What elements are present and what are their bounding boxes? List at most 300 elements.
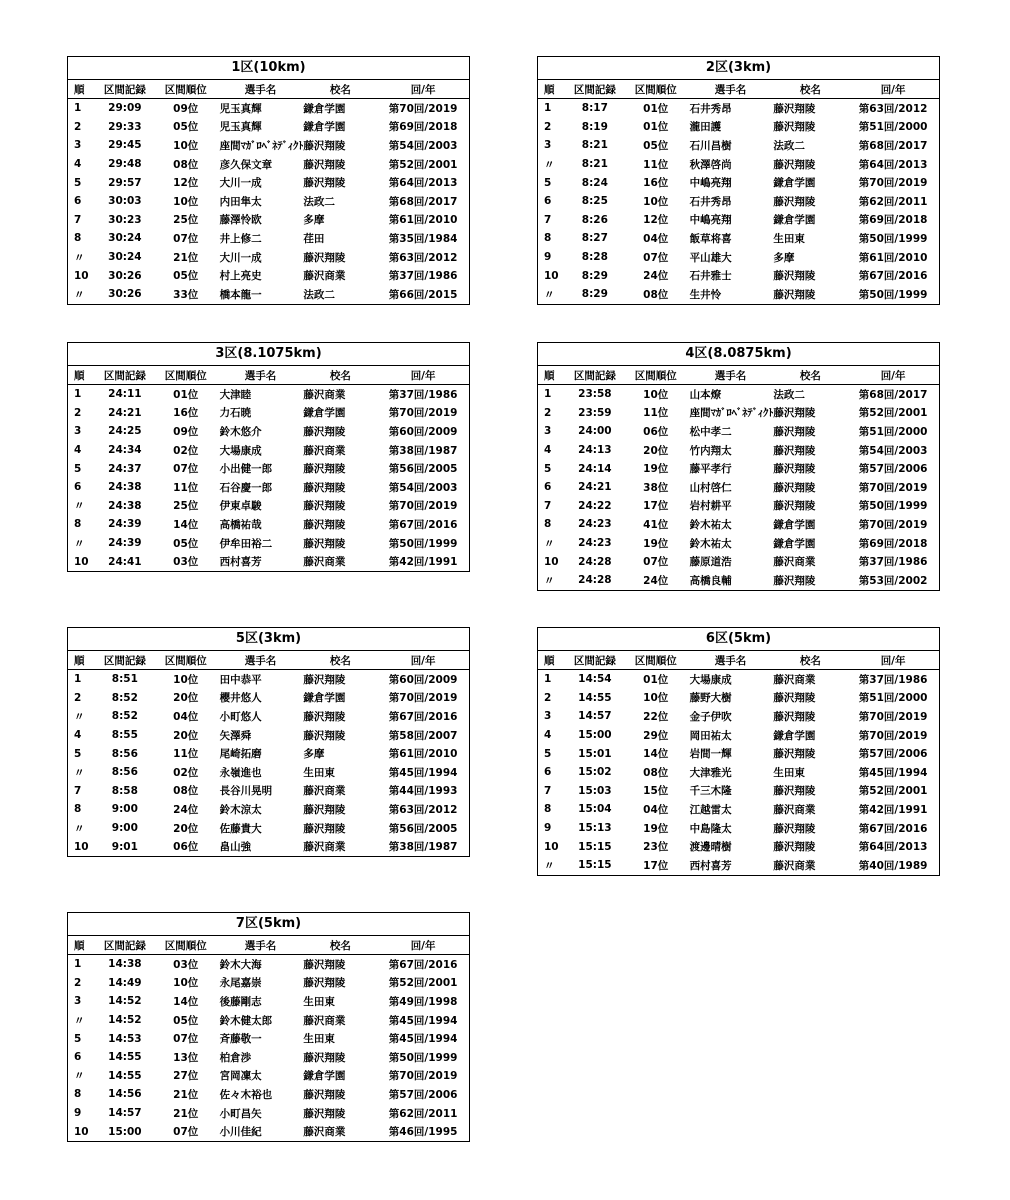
header-edition-year: 回/年 (410, 939, 436, 952)
cell-edition-year: 第46回/1995 (388, 1126, 458, 1139)
cell-school: 藤沢翔陵 (303, 1088, 346, 1101)
cell-rank: 2 (74, 406, 82, 419)
cell-rank: 8 (544, 803, 552, 816)
cell-runner: 金子伊吹 (689, 710, 732, 723)
cell-position: 05位 (643, 139, 669, 152)
cell-school: 藤沢商業 (303, 270, 346, 283)
table-row (538, 670, 939, 689)
cell-position: 25位 (173, 214, 199, 227)
table-row (68, 974, 469, 993)
cell-school: 藤沢翔陵 (773, 463, 816, 476)
table-row (68, 689, 469, 708)
cell-time: 14:38 (108, 958, 142, 971)
table-row (68, 422, 469, 441)
table-row (538, 459, 939, 478)
cell-rank: 5 (74, 747, 82, 760)
cell-edition-year: 第64回/2013 (388, 177, 458, 190)
cell-time: 30:24 (108, 251, 142, 264)
cell-rank: 3 (544, 139, 552, 152)
cell-edition-year: 第45回/1994 (388, 1014, 458, 1027)
cell-edition-year: 第64回/2013 (858, 158, 928, 171)
cell-school: 藤沢翔陵 (773, 500, 816, 513)
cell-rank: 5 (544, 176, 552, 189)
cell-runner: 中嶋亮翔 (689, 177, 732, 190)
cell-rank: 1 (544, 673, 552, 686)
cell-time: 8:52 (111, 691, 138, 704)
table-body (538, 99, 939, 304)
cell-time: 14:54 (578, 673, 612, 686)
header-edition-year: 回/年 (880, 369, 906, 382)
cell-time: 24:39 (108, 518, 142, 531)
cell-time: 24:38 (108, 499, 142, 512)
table-header (538, 80, 939, 99)
cell-position: 05位 (173, 1014, 199, 1027)
cell-position: 10位 (643, 195, 669, 208)
table-row (538, 118, 939, 137)
cell-rank: 〃 (74, 1014, 85, 1027)
cell-rank: 4 (74, 444, 82, 457)
header-rank: 順 (74, 939, 85, 952)
cell-rank: 〃 (544, 288, 555, 301)
cell-position: 11位 (643, 158, 669, 171)
cell-position: 21位 (173, 1088, 199, 1101)
cell-runner: 後藤剛志 (219, 995, 262, 1008)
cell-edition-year: 第37回/1986 (388, 388, 458, 401)
cell-school: 藤沢翔陵 (773, 481, 816, 494)
cell-school: 藤沢商業 (773, 859, 816, 872)
cell-runner: 座間ﾏｶﾞﾛﾍﾞﾈﾃﾞｨｸﾄ (689, 407, 774, 420)
cell-school: 藤沢翔陵 (773, 785, 816, 798)
cell-edition-year: 第40回/1989 (858, 859, 928, 872)
table-row (538, 726, 939, 745)
cell-edition-year: 第67回/2016 (388, 958, 458, 971)
cell-school: 藤沢商業 (303, 1014, 346, 1027)
cell-school: 藤沢翔陵 (303, 177, 346, 190)
cell-position: 09位 (173, 425, 199, 438)
table-row (68, 1029, 469, 1048)
cell-edition-year: 第70回/2019 (858, 729, 928, 742)
cell-edition-year: 第37回/1986 (858, 673, 928, 686)
cell-time: 15:01 (578, 747, 612, 760)
cell-time: 8:58 (111, 784, 138, 797)
section-6 (537, 627, 940, 876)
cell-position: 14位 (643, 748, 669, 761)
cell-position: 03位 (173, 958, 199, 971)
cell-school: 藤沢翔陵 (773, 425, 816, 438)
cell-school: 鎌倉学園 (303, 102, 346, 115)
table-row (538, 266, 939, 285)
cell-time: 8:29 (581, 269, 608, 282)
cell-school: 藤沢翔陵 (303, 710, 346, 723)
cell-rank: 〃 (74, 710, 85, 723)
cell-position: 03位 (173, 556, 199, 569)
cell-school: 生田東 (773, 232, 805, 245)
cell-runner: 岩村耕平 (689, 500, 732, 513)
cell-edition-year: 第70回/2019 (858, 710, 928, 723)
cell-edition-year: 第66回/2015 (388, 288, 458, 301)
cell-edition-year: 第62回/2011 (388, 1107, 458, 1120)
cell-position: 19位 (643, 537, 669, 550)
cell-rank: 4 (544, 729, 552, 742)
cell-school: 藤沢翔陵 (773, 102, 816, 115)
section-title: 1区(10km) (68, 57, 469, 80)
header-position: 区間順位 (634, 83, 677, 96)
section-3 (67, 342, 470, 572)
cell-position: 04位 (643, 232, 669, 245)
table-row (68, 285, 469, 304)
cell-runner: 渡邊晴樹 (689, 841, 732, 854)
cell-edition-year: 第68回/2017 (858, 388, 928, 401)
cell-rank: 8 (74, 518, 82, 531)
cell-time: 8:51 (111, 673, 138, 686)
cell-edition-year: 第69回/2018 (858, 214, 928, 227)
table-row (68, 497, 469, 516)
cell-edition-year: 第54回/2003 (388, 139, 458, 152)
cell-runner: 小町昌矢 (219, 1107, 262, 1120)
table-row (538, 229, 939, 248)
header-school: 校名 (329, 83, 351, 96)
cell-time: 24:34 (108, 444, 142, 457)
cell-position: 10位 (643, 692, 669, 705)
cell-runner: 橋本龍一 (219, 288, 262, 301)
cell-position: 25位 (173, 500, 199, 513)
cell-edition-year: 第61回/2010 (388, 214, 458, 227)
table-row (68, 173, 469, 192)
header-school: 校名 (329, 654, 351, 667)
cell-edition-year: 第50回/1999 (858, 500, 928, 513)
cell-school: 藤沢翔陵 (773, 692, 816, 705)
header-runner: 選手名 (714, 369, 747, 382)
cell-edition-year: 第67回/2016 (858, 270, 928, 283)
header-edition-year: 回/年 (410, 83, 436, 96)
table-row (68, 266, 469, 285)
table-header (538, 366, 939, 385)
cell-runner: 山本燎 (689, 388, 722, 401)
cell-runner: 児玉真輝 (219, 102, 262, 115)
cell-time: 14:55 (108, 1051, 142, 1064)
cell-time: 8:17 (581, 102, 608, 115)
cell-time: 30:26 (108, 288, 142, 301)
cell-position: 05位 (173, 537, 199, 550)
cell-school: 法政二 (303, 195, 335, 208)
table-row (68, 800, 469, 819)
cell-runner: 伊牟田裕二 (219, 537, 273, 550)
table-row (68, 385, 469, 404)
cell-time: 14:49 (108, 976, 142, 989)
cell-edition-year: 第70回/2019 (858, 518, 928, 531)
cell-time: 8:56 (111, 766, 138, 779)
cell-time: 29:48 (108, 158, 142, 171)
cell-position: 04位 (643, 803, 669, 816)
cell-time: 15:03 (578, 784, 612, 797)
cell-time: 8:26 (581, 213, 608, 226)
cell-time: 29:45 (108, 139, 142, 152)
cell-position: 07位 (173, 463, 199, 476)
table-row (68, 670, 469, 689)
cell-runner: 鈴木悠介 (219, 425, 262, 438)
section-title: 5区(3km) (68, 628, 469, 651)
table-row (538, 763, 939, 782)
cell-time: 24:38 (108, 481, 142, 494)
cell-school: 多摩 (773, 251, 795, 264)
cell-time: 24:13 (578, 444, 612, 457)
cell-runner: 飯草将喜 (689, 232, 732, 245)
cell-runner: 中島隆太 (689, 822, 732, 835)
table-header (68, 651, 469, 670)
cell-school: 藤沢翔陵 (303, 463, 346, 476)
cell-rank: 9 (544, 822, 552, 835)
cell-edition-year: 第50回/1999 (858, 232, 928, 245)
cell-runner: 大川一成 (219, 177, 262, 190)
table-row (68, 99, 469, 118)
cell-rank: 5 (74, 462, 82, 475)
cell-runner: 岩間一輝 (689, 748, 732, 761)
cell-edition-year: 第57回/2006 (858, 463, 928, 476)
table-row (538, 497, 939, 516)
cell-rank: 9 (74, 1107, 82, 1120)
section-title: 4区(8.0875km) (538, 343, 939, 366)
table-row (538, 837, 939, 856)
cell-edition-year: 第52回/2001 (858, 785, 928, 798)
cell-school: 藤沢翔陵 (303, 537, 346, 550)
cell-school: 鎌倉学園 (303, 121, 346, 134)
table-body (68, 385, 469, 571)
header-edition-year: 回/年 (880, 654, 906, 667)
cell-school: 鎌倉学園 (773, 537, 816, 550)
cell-runner: 藤平孝行 (689, 463, 732, 476)
table-row (538, 552, 939, 571)
cell-rank: 2 (74, 691, 82, 704)
table-row (68, 744, 469, 763)
cell-position: 23位 (643, 841, 669, 854)
table-row (68, 155, 469, 174)
cell-runner: 石谷慶一郎 (219, 481, 273, 494)
cell-runner: 宮岡凜太 (219, 1070, 262, 1083)
cell-position: 11位 (173, 481, 199, 494)
cell-runner: 大津睦 (219, 388, 252, 401)
table-row (68, 992, 469, 1011)
cell-school: 藤沢商業 (303, 1126, 346, 1139)
cell-school: 鎌倉学園 (303, 407, 346, 420)
cell-school: 多摩 (303, 748, 325, 761)
cell-position: 11位 (643, 407, 669, 420)
table-body (68, 670, 469, 856)
cell-runner: 藤原道浩 (689, 556, 732, 569)
table-row (68, 248, 469, 267)
cell-time: 24:11 (108, 388, 142, 401)
cell-edition-year: 第69回/2018 (858, 537, 928, 550)
header-edition-year: 回/年 (880, 83, 906, 96)
header-time: 区間記録 (103, 369, 146, 382)
cell-runner: 中嶋亮翔 (689, 214, 732, 227)
cell-rank: 6 (74, 195, 82, 208)
cell-edition-year: 第63回/2012 (388, 803, 458, 816)
cell-time: 24:28 (578, 574, 612, 587)
cell-edition-year: 第52回/2001 (388, 158, 458, 171)
table-row (68, 552, 469, 571)
cell-time: 24:41 (108, 555, 142, 568)
table-row (538, 707, 939, 726)
cell-time: 8:24 (581, 176, 608, 189)
cell-rank: 10 (74, 555, 89, 568)
cell-time: 8:52 (111, 710, 138, 723)
cell-edition-year: 第52回/2001 (388, 977, 458, 990)
cell-position: 24位 (643, 574, 669, 587)
header-runner: 選手名 (714, 83, 747, 96)
cell-rank: 〃 (74, 1070, 85, 1083)
cell-school: 藤沢翔陵 (303, 977, 346, 990)
cell-school: 藤沢翔陵 (773, 407, 816, 420)
cell-edition-year: 第51回/2000 (858, 692, 928, 705)
table-row (68, 1048, 469, 1067)
cell-rank: 10 (74, 840, 89, 853)
table-row (538, 404, 939, 423)
header-time: 区間記録 (103, 83, 146, 96)
table-row (538, 478, 939, 497)
cell-school: 鎌倉学園 (773, 177, 816, 190)
cell-school: 藤沢翔陵 (773, 121, 816, 134)
cell-rank: 10 (544, 555, 559, 568)
cell-rank: 5 (544, 747, 552, 760)
header-position: 区間順位 (164, 369, 207, 382)
cell-rank: 1 (74, 673, 82, 686)
cell-rank: 1 (544, 102, 552, 115)
cell-rank: 〃 (74, 766, 85, 779)
cell-edition-year: 第60回/2009 (388, 673, 458, 686)
cell-rank: 4 (544, 444, 552, 457)
cell-rank: 10 (544, 269, 559, 282)
cell-school: 多摩 (303, 214, 325, 227)
cell-position: 41位 (643, 518, 669, 531)
cell-time: 24:21 (108, 406, 142, 419)
section-title: 7区(5km) (68, 913, 469, 936)
cell-time: 23:58 (578, 388, 612, 401)
table-row (538, 422, 939, 441)
cell-edition-year: 第70回/2019 (388, 407, 458, 420)
cell-school: 法政二 (773, 388, 805, 401)
header-runner: 選手名 (244, 939, 277, 952)
header-runner: 選手名 (244, 369, 277, 382)
cell-runner: 藤野大樹 (689, 692, 732, 705)
cell-rank: 〃 (544, 574, 555, 587)
cell-position: 01位 (643, 121, 669, 134)
cell-rank: 5 (74, 176, 82, 189)
cell-position: 21位 (173, 251, 199, 264)
cell-school: 藤沢翔陵 (303, 481, 346, 494)
cell-time: 8:28 (581, 251, 608, 264)
table-row (538, 99, 939, 118)
cell-position: 02位 (173, 444, 199, 457)
cell-runner: 永嶺進也 (219, 766, 262, 779)
cell-school: 法政二 (303, 288, 335, 301)
cell-school: 藤沢商業 (773, 556, 816, 569)
cell-rank: 7 (74, 784, 82, 797)
cell-time: 30:26 (108, 269, 142, 282)
cell-rank: 6 (544, 195, 552, 208)
cell-runner: 矢澤舜 (219, 729, 252, 742)
cell-runner: 岡田祐太 (689, 729, 732, 742)
table-row (538, 248, 939, 267)
cell-school: 荏田 (303, 232, 325, 245)
cell-position: 13位 (173, 1051, 199, 1064)
header-position: 区間順位 (164, 939, 207, 952)
table-row (68, 515, 469, 534)
cell-rank: 6 (544, 766, 552, 779)
cell-position: 12位 (643, 214, 669, 227)
table-row (538, 136, 939, 155)
cell-runner: 鈴木祐太 (689, 537, 732, 550)
cell-school: 藤沢翔陵 (303, 518, 346, 531)
cell-runner: 鈴木祐太 (689, 518, 732, 531)
cell-school: 藤沢翔陵 (303, 425, 346, 438)
cell-time: 15:02 (578, 766, 612, 779)
cell-rank: 9 (544, 251, 552, 264)
cell-time: 15:15 (578, 840, 612, 853)
cell-edition-year: 第37回/1986 (388, 270, 458, 283)
table-body (68, 955, 469, 1141)
cell-rank: 〃 (544, 537, 555, 550)
cell-runner: 田中恭平 (219, 673, 262, 686)
table-row (68, 478, 469, 497)
cell-runner: 石井雅士 (689, 270, 732, 283)
cell-time: 24:22 (578, 499, 612, 512)
cell-school: 藤沢翔陵 (773, 710, 816, 723)
table-row (68, 1067, 469, 1086)
table-row (538, 744, 939, 763)
cell-runner: 大場康成 (689, 673, 732, 686)
cell-edition-year: 第61回/2010 (388, 748, 458, 761)
cell-rank: 2 (544, 691, 552, 704)
cell-rank: 〃 (74, 537, 85, 550)
section-1 (67, 56, 470, 305)
table-row (538, 515, 939, 534)
cell-rank: 〃 (544, 158, 555, 171)
cell-school: 藤沢翔陵 (303, 729, 346, 742)
cell-edition-year: 第67回/2016 (858, 822, 928, 835)
table-row (68, 118, 469, 137)
cell-position: 08位 (643, 766, 669, 779)
cell-school: 藤沢商業 (303, 841, 346, 854)
cell-rank: 7 (74, 213, 82, 226)
cell-rank: 1 (74, 958, 82, 971)
cell-position: 14位 (173, 995, 199, 1008)
cell-runner: 長谷川晃明 (219, 785, 273, 798)
cell-runner: 大川一成 (219, 251, 262, 264)
cell-position: 24位 (643, 270, 669, 283)
header-rank: 順 (544, 654, 555, 667)
cell-time: 29:33 (108, 120, 142, 133)
cell-runner: 永尾嘉崇 (219, 977, 262, 990)
cell-runner: 小町悠人 (219, 710, 262, 723)
table-header (68, 80, 469, 99)
cell-edition-year: 第70回/2019 (388, 692, 458, 705)
cell-runner: 大場康成 (219, 444, 262, 457)
header-time: 区間記録 (573, 369, 616, 382)
cell-time: 15:04 (578, 803, 612, 816)
cell-runner: 村上亮史 (219, 270, 262, 283)
table-row (68, 726, 469, 745)
cell-runner: 千三木隆 (689, 785, 732, 798)
table-row (68, 211, 469, 230)
cell-rank: 8 (74, 1088, 82, 1101)
cell-position: 06位 (643, 425, 669, 438)
cell-rank: 3 (74, 995, 82, 1008)
cell-position: 33位 (173, 288, 199, 301)
cell-edition-year: 第42回/1991 (858, 803, 928, 816)
table-row (68, 404, 469, 423)
cell-rank: 3 (544, 710, 552, 723)
cell-edition-year: 第45回/1994 (388, 1033, 458, 1046)
